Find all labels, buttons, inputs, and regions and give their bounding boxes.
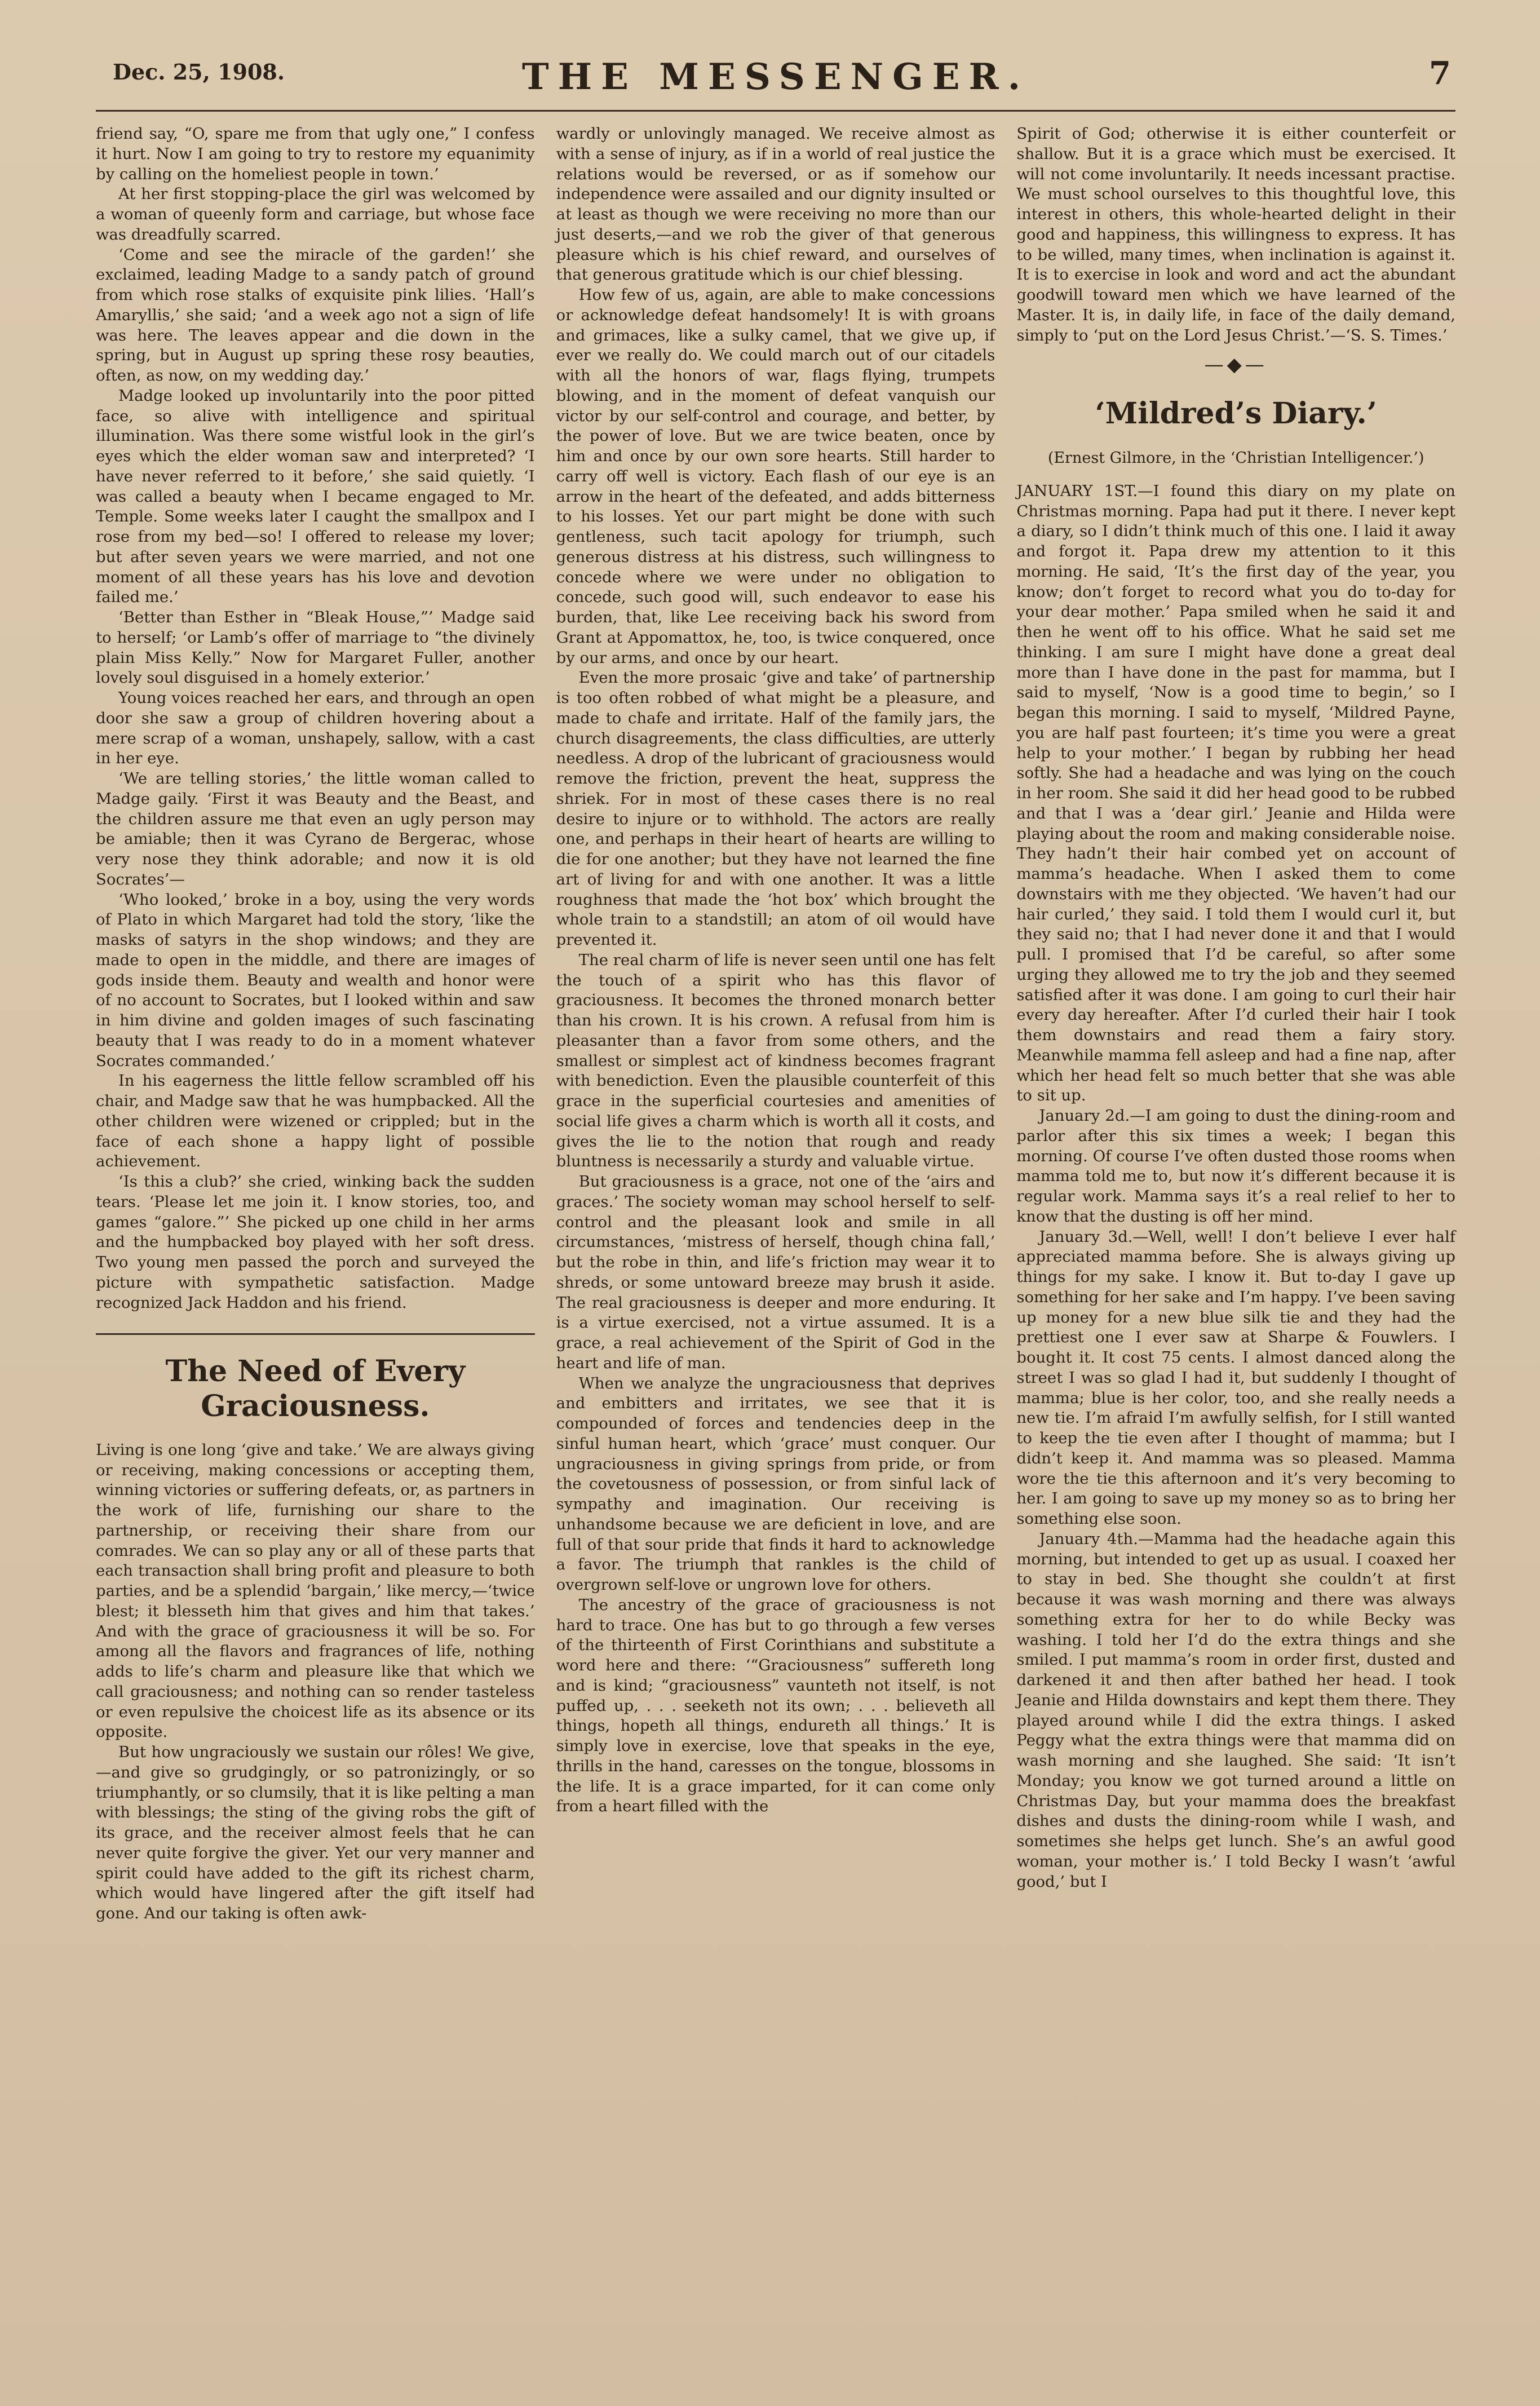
paragraph: ‘We are telling stories,’ the little woman called to Madge gaily. ‘First it was Beauty and the Beast, and the children assure me that even an ugly person may be amiable; then it was Cyrano de Bergerac, whose very nose they think adorable; and now it is old Socrates’— [96, 769, 535, 888]
paragraph: ‘Who looked,’ broke in a boy, using the very words of Plato in which Margaret had told the story, ‘like the masks of satyrs in the shop windows; and they are made to open in the middle, and there are images of gods inside them. Beauty and wealth and honor were of no account to Socrates, but I looked within and saw in him divine and golden images of such fascinating beauty that I was ready to do in a moment whatever Socrates commanded.’ [96, 890, 535, 1070]
paragraph: January 2d.—I am going to dust the dining-room and parlor after this six times a week; I began this morning. Of course I’ve often dusted those rooms when mamma told me to, but now it’s different because it is regular work. Mamma says it’s a real relief to her to know that the dusting is off her mind. [1016, 1107, 1456, 1226]
paragraph: The real charm of life is never seen until one has felt the touch of a spirit who has this flavor of graciousness. It becomes the throned monarch better than his crown. It is his crown. A refusal from him is pleasanter than a favor from some others, and the smallest or simplest act of kindness becomes fragrant with benediction. Even the plausible counterfeit of this grace in the superficial courtesies and amenities of social life gives a charm which is worth all it costs, and gives the lie to the notion that rough and ready bluntness is necessarily a sturdy and valuable virtue. [556, 950, 995, 1171]
section-ornament: —◆— [1204, 353, 1268, 377]
masthead [96, 55, 1455, 112]
story-continuation [96, 124, 535, 1313]
article-body-graciousness-cont [556, 124, 995, 1817]
paragraph: At her first stopping-place the girl was welcomed by a woman of queenly form and carriage, but whose face was dreadfully scarred. [96, 185, 535, 244]
column-rule [96, 1333, 535, 1335]
paragraph: Living is one long ‘give and take.’ We are always giving or receiving, making concessions or accepting them, winning victories or suffering defeats, or, as partners in the work of life, furnishing our share to the partnership, or receiving their share from our comrades. We can so play any or all of these parts that each transaction shall bring profit and pleasure to both parties, and be a splendid ‘bargain,’ like mercy,—‘twice blest; it blesseth him that gives and him that takes.’ And with the grace of graciousness it will be so. For among all the flavors and fragrances of life, nothing adds to life’s charm and pleasure like that which we call graciousness; and nothing can so render tasteless or even repulsive the choicest life as its absence or its opposite. [96, 1440, 535, 1741]
column-1 [96, 124, 535, 1924]
paragraph: Spirit of God; otherwise it is either counterfeit or shallow. But it is a grace which must be exercised. It will not come involuntarily. It needs incessant practise. We must school ourselves to this thoughtful love, this interest in others, this whole-hearted delight in their good and happiness, this willingness to express. It has to be willed, many times, when inclination is against it. It is to exercise in look and word and act the abundant goodwill toward men which we have learned of the Master. It is, in daily life, in face of the daily demand, simply to ‘put on the Lord Jesus Christ.’—‘S. S. Times.’ [1016, 125, 1456, 344]
paragraph: Even the more prosaic ‘give and take’ of partnership is too often robbed of what might be a pleasure, and made to chafe and irritate. Half of the family jars, the church disagreements, the class difficulties, are utterly needless. A drop of the lubricant of graciousness would remove the friction, prevent the heat, suppress the shriek. For in most of these cases there is no real desire to injure or to withhold. The actors are really one, and perhaps in their heart of hearts are willing to die for one another; but they have not learned the fine art of living for and with one another. It was a little roughness that made the ‘hot box’ which brought the whole train to a standstill; an atom of oil would have prevented it. [556, 669, 995, 949]
article-attribution: (Ernest Gilmore, in the ‘Christian Intelligencer.’) [1047, 449, 1424, 467]
paragraph: friend say, “O, spare me from that ugly one,” I confess it hurt. Now I am going to try to restore my equanimity by calling on the homeliest people in town.’ [96, 125, 535, 183]
paragraph: wardly or unlovingly managed. We receive almost as with a sense of injury, as if in a world of real justice the relations would be reversed, or as if somehow our independence were assailed and our dignity insulted or at least as though we were receiving no more than our just deserts,—and we rob the giver of that generous pleasure which is his chief reward, and ourselves of that generous gratitude which is our chief blessing. [556, 125, 995, 284]
article-body-mildreds-diary [1016, 481, 1455, 1892]
paragraph: When we analyze the ungraciousness that deprives and embitters and irritates, we see that it is compounded of forces and tendencies deep in the sinful human heart, which ‘grace’ must conquer. Our ungraciousness in giving springs from pride, or from the covetousness of possession, or from sinful lack of sympathy and imagination. Our receiving is unhandsome because we are deficient in love, and are full of that sour pride that finds it hard to acknowledge a favor. The triumph that rankles is the child of overgrown self-love or ungrown love for others. [556, 1374, 995, 1594]
paragraph: Young voices reached her ears, and through an open door she saw a group of children hovering about a mere scrap of a woman, unshapely, sallow, with a cast in her eye. [96, 689, 535, 768]
paragraph: ‘Come and see the miracle of the garden!’ she exclaimed, leading Madge to a sandy patch of ground from which rose stalks of exquisite pink lilies. ‘Hall’s Amaryllis,’ she said; ‘and a week ago not a sign of life was here. The leaves appear and die down in the spring, but in August up spring these rosy beauties, often, as now, on my wedding day.’ [96, 245, 535, 384]
paragraph: Madge looked up involuntarily into the poor pitted face, so alive with intelligence and spiritual illumination. Was there some wistful look in the girl’s eyes which the elder woman saw and interpreted? ‘I have never referred to it before,’ she said quietly. ‘I was called a beauty when I became engaged to Mr. Temple. Some weeks later I caught the smallpox and I rose from my bed—so! I offered to release my lover; but after seven years we were married, and not one moment of all these years has his love and devotion failed me.’ [96, 386, 535, 607]
paragraph: But graciousness is a grace, not one of the ‘airs and graces.’ The society woman may school herself to self-control and the pleasant look and smile in all circumstances, ‘mistress of herself, though china fall,’ but the robe in thin, and life’s friction may wear it to shreds, or some untoward breeze may brush it aside. The real graciousness is deeper and more enduring. It is a virtue exercised, not a virtue assumed. It is a grace, a real achievement of the Spirit of God in the heart and life of man. [556, 1173, 995, 1372]
publication-title: THE MESSENGER. [522, 56, 1029, 98]
column-3 [1016, 124, 1455, 1924]
article-title-mildreds-diary: ‘Mildred’s Diary.’ [1095, 396, 1377, 431]
paragraph: January 3d.—Well, well! I don’t believe I ever half appreciated mamma before. She is always giving up things for my sake. I know it. But to-day I gave up something for her sake and I’m happy. I’ve been saving up money for a new blue silk tie and they had the prettiest one I ever saw at Sharpe & Fouwlers. I bought it. It cost 75 cents. I almost danced along the street I was so glad I had it, but suddenly I thought of mamma; blue is her color, too, and she really needs a new tie. I’m afraid I’m awfully selfish, for I still wanted to keep the tie even after I thought of mamma; but I didn’t keep it. And mamma was so pleased. Mamma wore the tie this afternoon and it’s very becoming to her. I am going to save up my money so as to bring her something else soon. [1016, 1227, 1456, 1528]
article-body-graciousness-end [1016, 124, 1455, 346]
paragraph: In his eagerness the little fellow scrambled off his chair, and Madge saw that he was humpbacked. All the other children were wizened or crippled; but in the face of each shone a happy light of possible achievement. [96, 1072, 535, 1171]
article-title-graciousness: The Need of Every Graciousness. [165, 1354, 466, 1423]
column-2 [556, 124, 995, 1924]
paragraph: How few of us, again, are able to make concessions or acknowledge defeat handsomely! It is with groans and grimaces, like a sulky camel, that we give up, if ever we really do. We could march out of our citadels with all the honors of war, flags flying, trumpets blowing, and in the moment of defeat vanquish our victor by our self-control and courage, and better, by the power of love. But we are twice beaten, once by him and once by our own sore hearts. Still harder to carry off well is victory. Each flash of our eye is an arrow in the heart of the defeated, and adds bitterness to his losses. Yet our part might be done with such gentleness, such tacit apology for triumph, such generous distress at his distress, such willingness to concede where we were under no obligation to concede, such good will, such endeavor to ease his burden, that, like Lee receiving back his sword from Grant at Appomattox, he, too, is twice conquered, once by our arms, and once by our heart. [556, 286, 995, 667]
paragraph: January 4th.—Mamma had the headache again this morning, but intended to get up as usual. I coaxed her to stay in bed. She thought she couldn’t at first because it was wash morning and there was always something extra for her to do while Becky was washing. I told her I’d do the extra things and she smiled. I put mamma’s room in order first, dusted and darkened it and then after bathed her head. I took Jeanie and Hilda downstairs and kept them there. They played around while I did the extra things. I asked Peggy what the extra things were that mamma did on wash morning and she laughed. She said: ‘It isn’t Monday; you know we got turned around a little on Christmas Day, but your mamma does the breakfast dishes and dusts the dining-room while I wash, and sometimes she helps get lunch. She’s an awful good woman, your mother is.’ I told Becky I wasn’t ‘awful good,’ but I [1016, 1529, 1456, 1891]
paragraph: The ancestry of the grace of graciousness is not hard to trace. One has but to go through a few verses of the thirteenth of First Corinthians and substitute a word here and there: ‘“Graciousness” suffereth long and is kind; “graciousness” vaunteth not itself, is not puffed up, . . . seeketh not its own; . . . believeth all things, hopeth all things, endureth all things.’ It is simply love in exercise, love that speaks in the eye, thrills in the hand, caresses on the tongue, blossoms in the life. It is a grace imparted, for it can come only from a heart filled with the [556, 1595, 995, 1816]
page-number: 7 [1429, 55, 1451, 92]
paragraph: ‘Better than Esther in “Bleak House,”’ Madge said to herself; ‘or Lamb’s offer of marriage to “the divinely plain Miss Kelly.” Now for Margaret Fuller, another lovely soul disguised in a homely exterior.’ [96, 608, 535, 687]
article-columns [96, 124, 1455, 1924]
paragraph: But how ungraciously we sustain our rôles! We give,—and give so grudgingly, or so patronizingly, or so triumphantly, or so clumsily, that it is like pelting a man with blessings; the sting of the giving robs the gift of its grace, and the receiver almost feels that he can never quite forgive the giver. Yet our very manner and spirit could have added to the gift its richest charm, which would have lingered after the gift itself had gone. And our taking is often awk- [96, 1743, 535, 1923]
issue-date: Dec. 25, 1908. [113, 59, 285, 85]
article-body-graciousness [96, 1440, 535, 1924]
paragraph: JANUARY 1ST.—I found this diary on my plate on Christmas morning. Papa had put it there. I never kept a diary, so I didn’t think much of this one. I laid it away and forgot it. Papa drew my attention to it this morning. He said, ‘It’s the first day of the year, you know; don’t forget to record what you do to-day for your dear mother.’ Papa smiled when he said it and then he went off to his office. What he said set me thinking. I am sure I might have done a great deal more than I have done in the past for mamma, but I said to myself, ‘Now is a good time to begin,’ so I began this morning. I said to myself, ‘Mildred Payne, you are half past fourteen; it’s time you were a great help to your mother.’ I began by rubbing her head softly. She had a headache and was lying on the couch in her room. She said it did her head good to be rubbed and that I was a ‘dear girl.’ Jeanie and Hilda were playing about the room and making considerable noise. They hadn’t their hair combed yet on account of mamma’s headache. When I asked them to come downstairs with me they objected. ‘We haven’t had our hair curled,’ they said. I told them I would curl it, but they said no; that I had never done it and that I would pull. I promised that I’d be careful, so after some urging they allowed me to try the job and they seemed satisfied after it was done. I am going to curl their hair every day hereafter. After I’d curled their hair I took them downstairs and read them a fairy story. Meanwhile mamma fell asleep and had a fine nap, after which her head felt so much better that she was able to sit up. [1016, 481, 1456, 1105]
paragraph: ‘Is this a club?’ she cried, winking back the sudden tears. ‘Please let me join it. I know stories, too, and games “galore.”’ She picked up one child in her arms and the humpbacked boy played with her soft dress. Two young men passed the porch and surveyed the picture with sympathetic satisfaction. Madge recognized Jack Haddon and his friend. [96, 1173, 535, 1312]
